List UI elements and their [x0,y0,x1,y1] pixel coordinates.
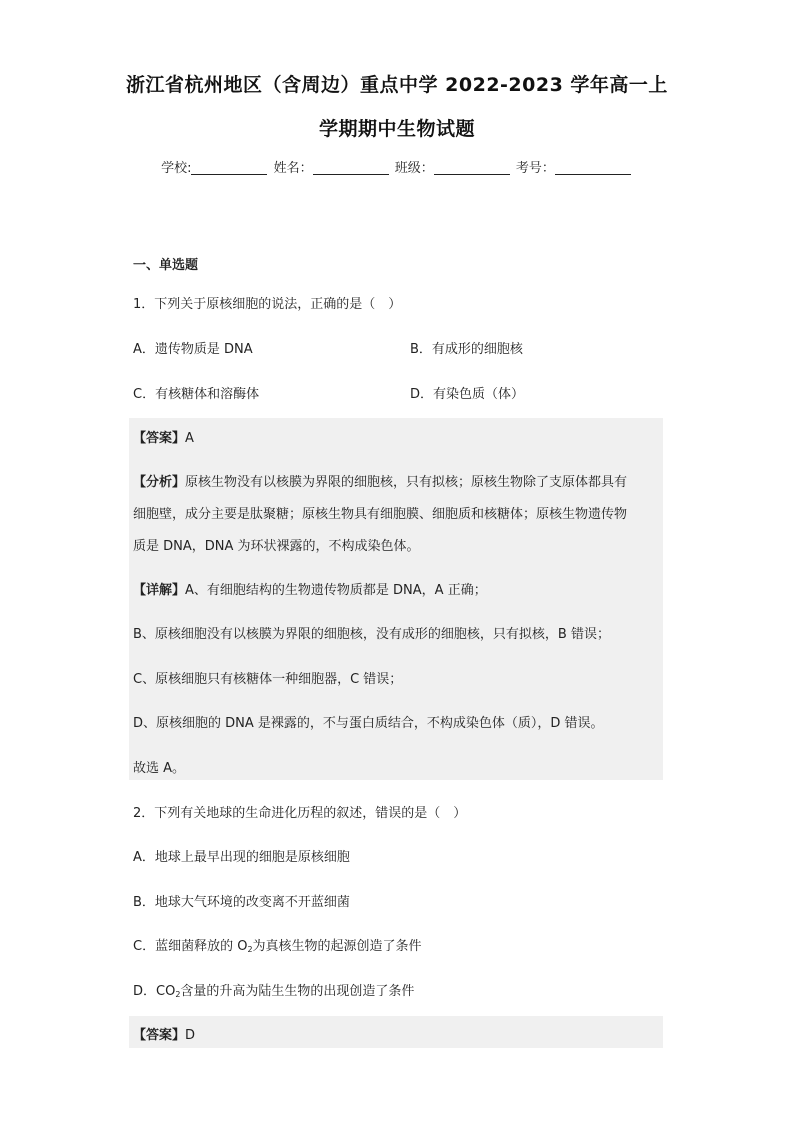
q1-stem: 1．下列关于原核细胞的说法，正确的是（ ） [133,297,402,312]
student-info-row [0,157,794,176]
detail-label: 【详解】 [133,583,186,598]
q1-analysis-line2: 细胞壁，成分主要是肽聚糖；原核生物具有细胞膜、细胞质和核糖体；原核生物遗传物 [133,507,628,522]
class-label: 班级： [394,161,434,176]
name-label: 姓名： [273,161,313,176]
q1-option-d: D．有染色质（体） [410,387,525,402]
q2-answer [133,1024,195,1043]
q2-option-d-post: 含量的升高为陆生生物的出现创造了条件 [180,984,415,999]
answer-value: A [185,431,194,446]
q2-option-d-sub: 2 [175,990,181,999]
q2-stem: 2．下列有关地球的生命进化历程的叙述，错误的是（ ） [133,806,467,821]
q2-answer-label: 【答案】 [133,1028,186,1043]
name-blank[interactable] [313,160,389,175]
q1-detail-a [133,579,487,598]
q2-option-c-post: 为真核生物的起源创造了条件 [252,939,422,954]
doc-title-line2: 学期期中生物试题 [318,118,475,140]
number-label: 考号： [515,161,555,176]
q1-option-c: C．有核糖体和溶酶体 [133,387,260,402]
doc-title-line1: 浙江省杭州地区（含周边）重点中学 2022-2023 学年高一上 [126,74,668,96]
q1-analysis-line3: 质是 DNA，DNA 为环状裸露的，不构成染色体。 [133,539,420,554]
q2-option-c-sub: 2 [247,945,253,954]
school-blank[interactable] [191,160,267,175]
q2-answer-value: D [185,1028,196,1043]
q1-detail-d: D、原核细胞的 DNA 是裸露的，不与蛋白质结合，不构成染色体（质），D 错误。 [133,716,604,731]
q2-option-d-pre: D．CO [133,984,176,999]
q1-detail-b: B、原核细胞没有以核膜为界限的细胞核，没有成形的细胞核，只有拟核，B 错误； [133,627,610,642]
q1-option-b: B．有成形的细胞核 [410,342,523,357]
q2-option-d [133,980,414,999]
q1-option-a: A．遗传物质是 DNA [133,342,253,357]
q1-answer [133,427,194,446]
q1-analysis-line1 [133,471,627,490]
q2-option-c-pre: C．蓝细菌释放的 O [133,939,248,954]
q2-option-b: B．地球大气环境的改变离不开蓝细菌 [133,895,350,910]
detail-a-text: A、有细胞结构的生物遗传物质都是 DNA，A 正确； [185,583,487,598]
q2-answer-block [129,1016,663,1048]
class-blank[interactable] [434,160,510,175]
analysis-text-1: 原核生物没有以核膜为界限的细胞核，只有拟核；原核生物除了支原体都具有 [185,475,628,490]
q1-detail-c: C、原核细胞只有核糖体一种细胞器，C 错误； [133,672,403,687]
analysis-label: 【分析】 [133,475,186,490]
answer-label: 【答案】 [133,431,186,446]
q1-conclusion: 故选 A。 [133,761,186,776]
q2-option-a: A．地球上最早出现的细胞是原核细胞 [133,850,350,865]
section-heading: 一、单选题 [133,258,199,273]
q2-option-c [133,935,422,954]
number-blank[interactable] [555,160,631,175]
school-label: 学校: [161,161,192,176]
